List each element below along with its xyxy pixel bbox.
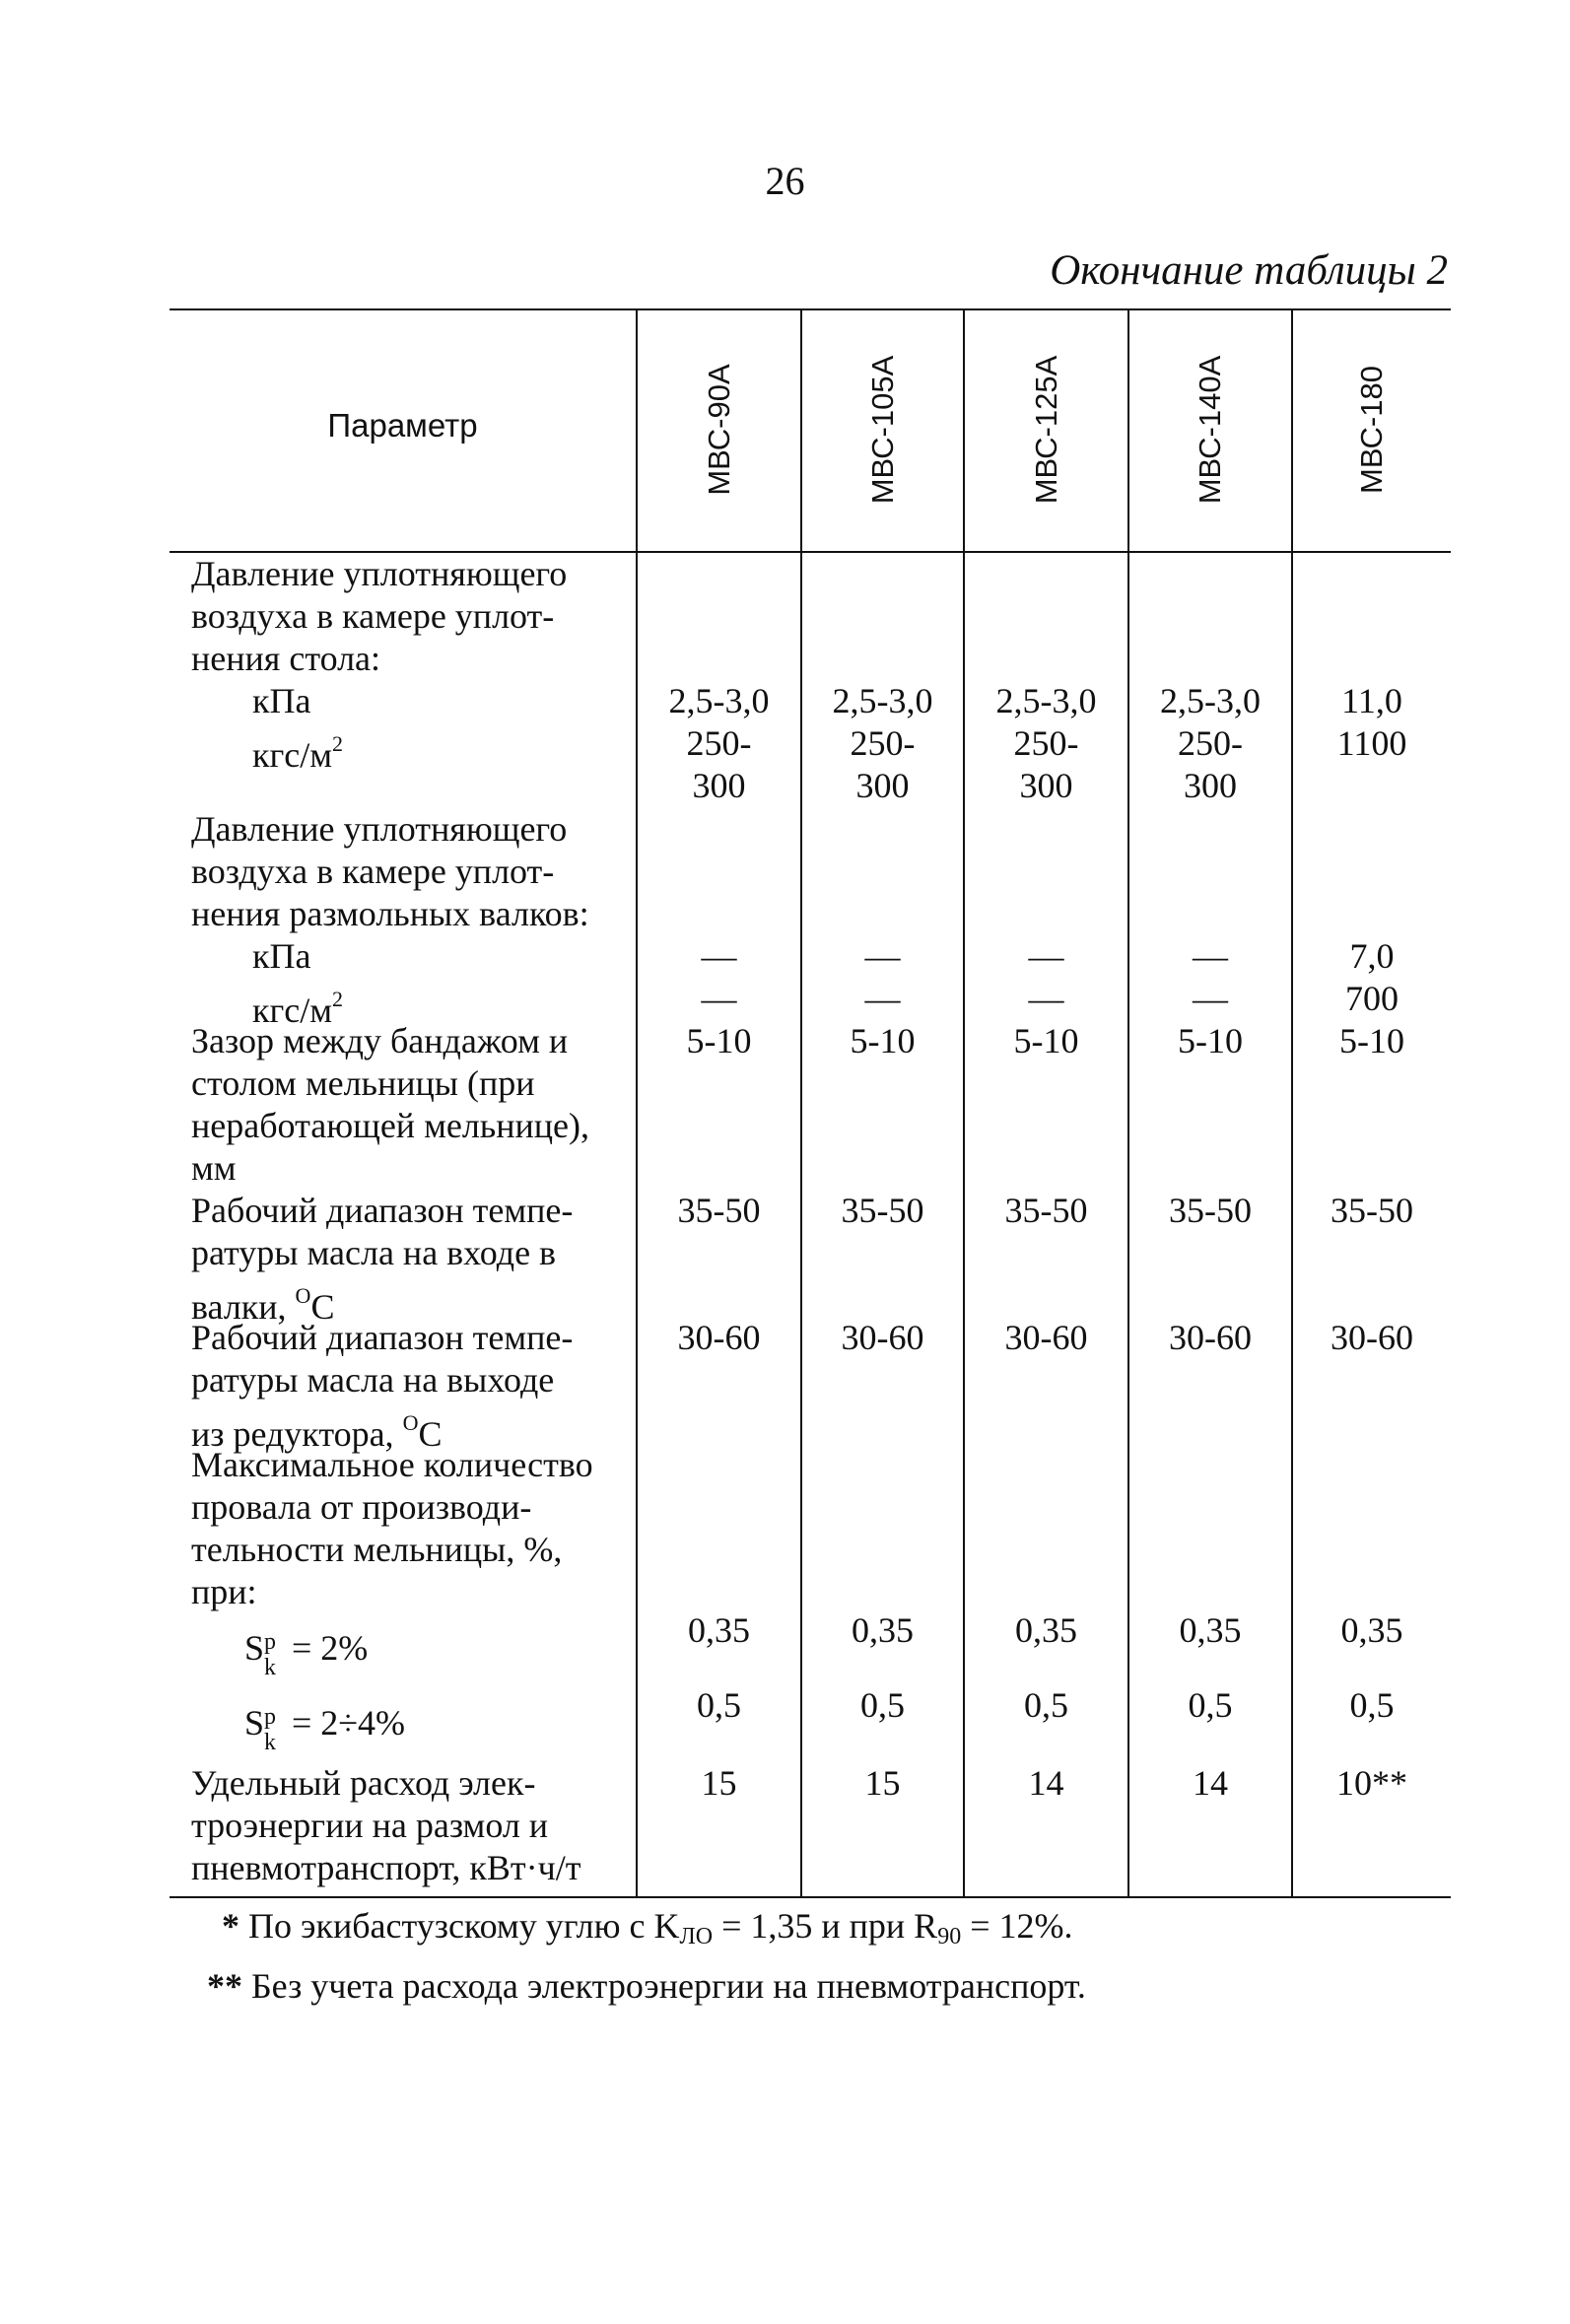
param-column-header: Параметр xyxy=(327,407,478,444)
param-cell: Давление уплотняющего воздуха в камере уплот- нения стола: кПа кгс/$м^2$ xyxy=(191,554,568,775)
model-column-header: МВС-125А xyxy=(1028,355,1063,505)
value-cell: — — xyxy=(864,936,901,1018)
param-cell: Рабочий диапазон темпе- ратуры масла на выходе из редуктора, $^O$C xyxy=(191,1318,574,1454)
footnote-1: * По экибастузскому углю с $K_{ЛО} = 1,35$ и при $R_{90} = 12\%$. xyxy=(222,1906,1073,1949)
value-cell: 0,5 xyxy=(1349,1685,1395,1725)
value-cell: 35-50 xyxy=(1331,1191,1413,1230)
value-cell: 30-60 xyxy=(677,1318,761,1357)
model-column-header: МВС-180 xyxy=(1354,366,1389,494)
param-cell: Давление уплотняющего воздуха в камере уплот- нения размольных валков: кПа кгс/$м^2$ xyxy=(191,809,589,1030)
model-column-header: МВС-140А xyxy=(1193,355,1227,505)
value-cell: 0,5 xyxy=(1024,1685,1068,1725)
footnote-mark: ** xyxy=(207,1966,242,2006)
value-cell: 0,5 xyxy=(860,1685,905,1725)
value-cell: 2,5-3,0 250- 300 xyxy=(668,681,770,805)
sk-symbol: S p k xyxy=(244,1628,276,1680)
table-bottom-rule xyxy=(170,1896,1451,1898)
value-cell: 35-50 xyxy=(1169,1191,1252,1230)
value-cell: 30-60 xyxy=(1169,1318,1252,1357)
param-cell: S p k = 2÷4% xyxy=(244,1703,406,1755)
model-column-header: МВС-105А xyxy=(864,355,900,505)
value-cell: 30-60 xyxy=(841,1318,924,1357)
value-cell: 2,5-3,0 250- 300 xyxy=(832,681,933,805)
param-cell: Рабочий диапазон темпе- ратуры масла на входе в валки, $^O$C xyxy=(191,1191,574,1327)
value-cell: 10** xyxy=(1336,1763,1407,1803)
footnote-2: ** Без учета расхода электроэнергии на пневмотранспорт. xyxy=(207,1966,1086,2006)
value-cell: 30-60 xyxy=(1004,1318,1088,1357)
spec-table xyxy=(170,308,1451,1898)
value-cell: 35-50 xyxy=(677,1191,761,1230)
param-cell: Удельный расход элек- троэнергии на размол и пневмотранспорт, кВт·ч/т xyxy=(191,1763,581,1887)
value-cell: 14 xyxy=(1193,1763,1228,1803)
value-cell: 5-10 xyxy=(850,1021,916,1060)
model-column-header: МВС-90А xyxy=(701,364,736,496)
value-cell: 7,0 700 xyxy=(1345,936,1399,1018)
value-cell: — — xyxy=(1193,936,1228,1018)
table-caption: Окончание таблицы 2 xyxy=(1050,247,1448,294)
value-cell: 35-50 xyxy=(1004,1191,1088,1230)
value-cell: 5-10 xyxy=(1013,1021,1079,1060)
value-cell: 30-60 xyxy=(1331,1318,1413,1357)
value-cell: 0,35 xyxy=(688,1610,750,1650)
value-cell: 11,0 1100 xyxy=(1336,681,1407,763)
value-cell: 5-10 xyxy=(1339,1021,1404,1060)
sk-symbol: S p k xyxy=(244,1703,276,1755)
page-number: 26 xyxy=(765,159,805,203)
param-cell: S p k = 2% xyxy=(244,1628,369,1680)
value-cell: 0,35 xyxy=(852,1610,914,1650)
value-cell: 2,5-3,0 250- 300 xyxy=(995,681,1097,805)
value-cell: 5-10 xyxy=(686,1021,752,1060)
value-cell: 0,35 xyxy=(1340,1610,1403,1650)
value-cell: 0,35 xyxy=(1179,1610,1242,1650)
value-cell: — — xyxy=(701,936,737,1018)
value-cell: 14 xyxy=(1028,1763,1064,1803)
value-cell: 2,5-3,0 250- 300 xyxy=(1160,681,1261,805)
value-cell: 15 xyxy=(701,1763,737,1803)
value-cell: — — xyxy=(1028,936,1064,1018)
value-cell: 15 xyxy=(864,1763,901,1803)
footnote-mark: * xyxy=(222,1906,239,1946)
value-cell: 5-10 xyxy=(1178,1021,1243,1060)
param-cell: Максимальное количество провала от производи- тельности мельницы, %, при: xyxy=(191,1445,593,1611)
value-cell: 35-50 xyxy=(841,1191,924,1230)
value-cell: 0,5 xyxy=(697,1685,741,1725)
param-cell: Зазор между бандажом и столом мельницы (при неработающей мельнице), мм xyxy=(191,1021,589,1188)
value-cell: 0,35 xyxy=(1015,1610,1077,1650)
value-cell: 0,5 xyxy=(1188,1685,1233,1725)
